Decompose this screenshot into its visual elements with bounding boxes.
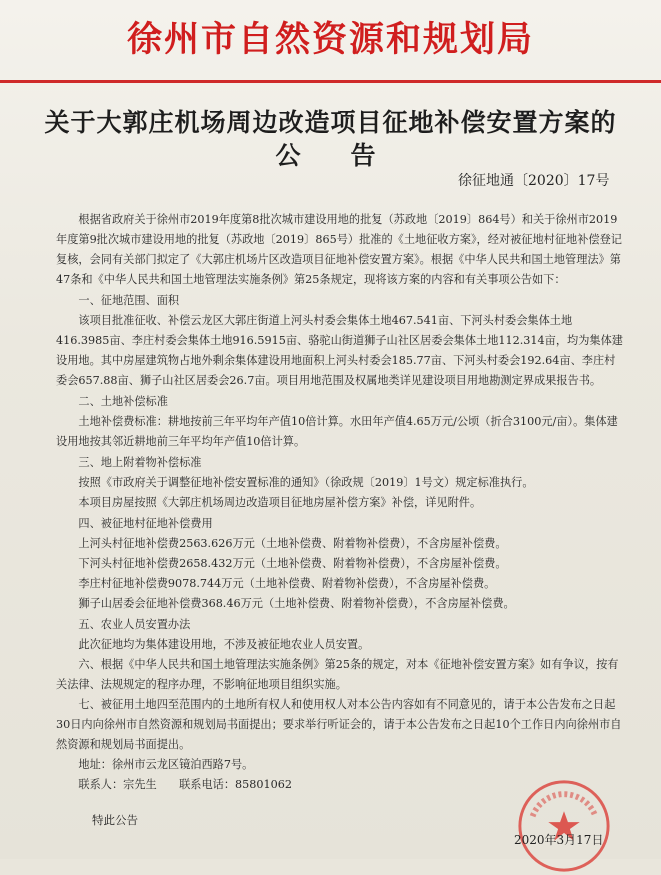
document-number: 徐征地通〔2020〕17号 [458, 173, 610, 189]
compensation-line: 李庄村征地补偿费9078.744万元（土地补偿费、附着物补偿费），不含房屋补偿费。 [78, 577, 496, 590]
section-paragraph: 土地补偿费标准：耕地按前三年平均年产值10倍计算。水田年产值4.65万元/公顷（折合3100元/亩）。集体建设用地按其邻近耕地前三年平均年产值10倍计算。 [56, 415, 618, 448]
compensation-line: 上河头村征地补偿费2563.626万元（土地补偿费、附着物补偿费），不含房屋补偿费。 [78, 537, 507, 550]
compensation-line: 狮子山居委会征地补偿费368.46万元（土地补偿费、附着物补偿费），不含房屋补偿费。 [78, 597, 515, 610]
compensation-line: 下河头村征地补偿费2658.432万元（土地补偿费、附着物补偿费），不含房屋补偿费。 [78, 557, 507, 570]
section-paragraph: 按照《市政府关于调整征地补偿安置标准的通知》（徐政规〔2019〕1号文）规定标准执行。 [78, 476, 534, 489]
section-heading: 四、被征地村征地补偿费用 [78, 517, 213, 530]
closing-text: 特此公告 [92, 813, 138, 827]
section-paragraph: 该项目批准征收、补偿云龙区大郭庄街道上河头村委会集体土地467.541亩、下河头村委会集体土地416.3985亩、李庄村委会集体土地916.5915亩、骆驼山街道狮子山社区居委会集体土地112.314亩，均为集体建设用地。其中房屋建筑物占地外剩余集体建设用地面积上河头村委会185.77亩、下河头村委会192.64亩、李庄村委会657.88亩、狮子山社区居委会26.7亩。项目用地范围及权属地类详见建设项目用地勘测定界成果报告书。 [56, 314, 623, 387]
section-paragraph: 此次征地均为集体建设用地，不涉及被征地农业人员安置。 [78, 638, 370, 651]
section-heading: 二、土地补偿标准 [78, 395, 168, 408]
section-paragraph: 七、被征用土地四至范围内的土地所有权人和使用权人对本公告内容如有不同意见的，请于本公告发布之日起30日内向徐州市自然资源和规划局书面提出；要求举行听证会的，请于本公告发布之日起10个工作日内向徐州市自然资源和规划局书面提出。 [56, 698, 622, 751]
intro-paragraph: 根据省政府关于徐州市2019年度第8批次城市建设用地的批复（苏政地〔2019〕864号）和关于徐州市2019年度第9批次城市建设用地的批复（苏政地〔2019〕865号）批准的《土地征收方案》，经对被征地村征地补偿登记复核，会同有关部门拟定了《大郭庄机场片区改造项目征地补偿安置方案》。根据《中华人民共和国土地管理法》第47条和《中华人民共和国土地管理法实施条例》第25条规定，现将该方案的内容和有关事项公告如下： [56, 213, 622, 286]
agency-header: 徐州市自然资源和规划局 [126, 19, 534, 60]
issue-date: 2020年3月17日 [514, 833, 604, 847]
contact-line: 联系人：宗先生 联系电话：85801062 [78, 778, 292, 791]
section-paragraph: 六、根据《中华人民共和国土地管理法实施条例》第25条的规定，对本《征地补偿安置方案》如有争议，按有关法律、法规规定的程序办理，不影响征地项目组织实施。 [56, 658, 619, 691]
address-line: 地址：徐州市云龙区镜泊西路7号。 [78, 758, 254, 771]
section-heading: 三、地上附着物补偿标准 [78, 456, 202, 469]
notice-title: 关于大郭庄机场周边改造项目征地补偿安置方案的 [44, 108, 617, 137]
section-heading: 一、征地范围、面积 [78, 294, 180, 307]
notice-body [56, 210, 623, 795]
section-paragraph: 本项目房屋按照《大郭庄机场周边改造项目征地房屋补偿方案》补偿，详见附件。 [78, 496, 482, 509]
notice-title-suffix: 公告 [275, 141, 426, 170]
section-heading: 五、农业人员安置办法 [78, 618, 191, 631]
official-seal-icon [515, 777, 613, 875]
red-divider [0, 80, 661, 83]
